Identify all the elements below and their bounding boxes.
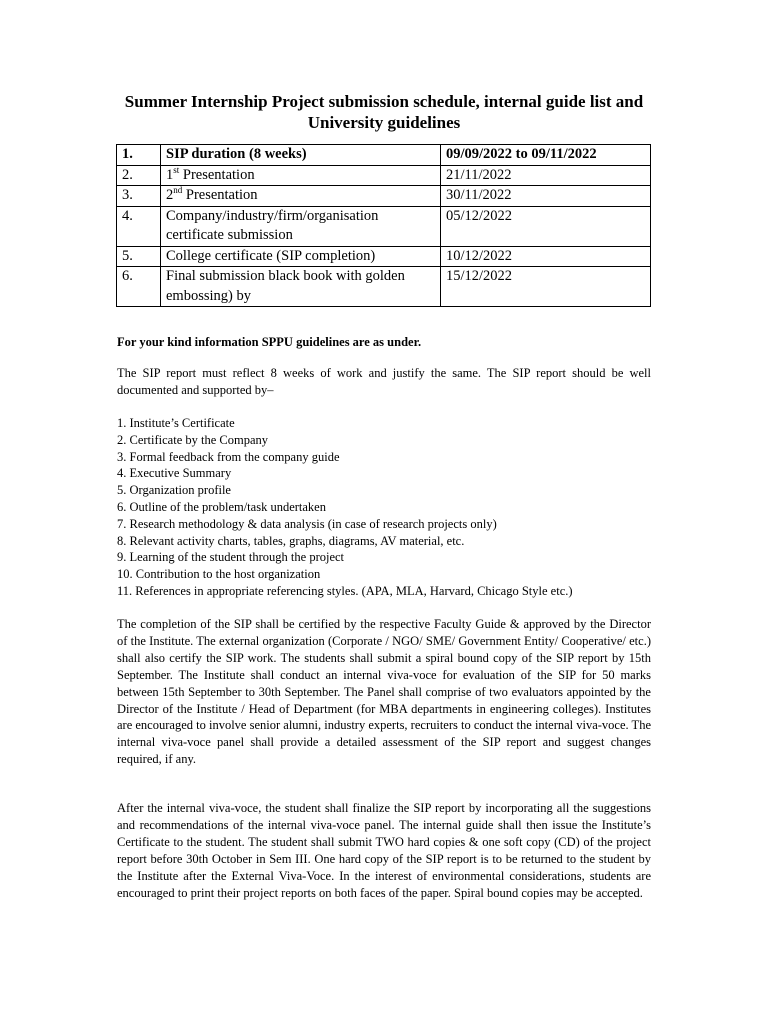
- info-heading: For your kind information SPPU guidelines are as under.: [117, 335, 422, 349]
- row-item-suffix: Presentation: [179, 166, 255, 183]
- row-date: 10/12/2022: [441, 246, 651, 267]
- row-item-suffix: Presentation: [182, 187, 258, 203]
- row-item-sup: st: [173, 164, 180, 175]
- intro-paragraph: The SIP report must reflect 8 weeks of work and justify the same. The SIP report should be well documented and supported by–: [117, 366, 651, 397]
- list-item: 1. Institute’s Certificate: [117, 416, 235, 430]
- table-row: [117, 186, 651, 207]
- document-title: Summer Internship Project submission schedule, internal guide list and University guidelines: [124, 92, 644, 132]
- row-item-sup: nd: [173, 185, 183, 196]
- certification-paragraph: The completion of the SIP shall be certified by the respective Faculty Guide & approved by the Director of the Institute. The external organization (Corporate / NGO/ SME/ Government Entity/ Cooperative/ etc.) shall also certify the SIP work. The students shall submit a spiral bound copy of the SIP report by 15th September. The Institute shall conduct an internal viva-voce for evaluation of the SIP for 50 marks between 15th September to 30th September. The Panel shall comprise of two evaluators appointed by the Director of the Institute / Head of Department (for MBA departments in engineering colleges). Institutes are encouraged to involve senior alumni, industry experts, recruiters to conduct the internal viva-voce. The internal viva-voce panel shall provide a detailed assessment of the SIP report and suggest changes required, if any.: [117, 617, 651, 767]
- row-date: 15/12/2022: [441, 267, 651, 307]
- row-number: 2.: [117, 165, 161, 186]
- row-number: 4.: [117, 206, 161, 246]
- table-row: [117, 165, 651, 186]
- row-item: Final submission black book with golden embossing) by: [161, 267, 441, 307]
- row-item: College certificate (SIP completion): [161, 246, 441, 267]
- schedule-table: [116, 144, 651, 307]
- row-number: 6.: [117, 267, 161, 307]
- list-item: 2. Certificate by the Company: [117, 432, 269, 447]
- row-item: SIP duration (8 weeks): [161, 145, 441, 166]
- table-row: [117, 267, 651, 307]
- table-row: [117, 145, 651, 166]
- table-row: [117, 246, 651, 267]
- row-item-prefix: 2: [166, 187, 174, 203]
- row-date: 09/09/2022 to 09/11/2022: [441, 145, 651, 166]
- list-item: 8. Relevant activity charts, tables, graphs, diagrams, AV material, etc.: [117, 533, 465, 548]
- row-number: 3.: [117, 186, 161, 207]
- list-item: 7. Research methodology & data analysis (in case of research projects only): [117, 516, 497, 531]
- list-item: 11. References in appropriate referencing styles. (APA, MLA, Harvard, Chicago Style etc.): [117, 583, 573, 598]
- row-date: 21/11/2022: [441, 165, 651, 186]
- row-item: [161, 186, 441, 207]
- list-item: 10. Contribution to the host organization: [117, 567, 321, 582]
- row-date: 30/11/2022: [441, 186, 651, 207]
- row-number: 5.: [117, 246, 161, 267]
- finalization-paragraph: After the internal viva-voce, the student shall finalize the SIP report by incorporating all the suggestions and recommendations of the internal viva-voce panel. The internal guide shall then issue the Institute’s Certificate to the student. The student shall submit TWO hard copies & one soft copy (CD) of the project report before 30th October in Sem III. One hard copy of the SIP report is to be returned to the student by the Institute after the External Viva-Voce. In the interest of environmental considerations, students are encouraged to print their project reports on both faces of the paper. Spiral bound copies may be accepted.: [117, 801, 651, 900]
- row-item: Company/industry/firm/organisation certificate submission: [161, 206, 441, 246]
- row-item: [161, 165, 441, 186]
- requirements-list: [117, 415, 651, 600]
- row-number: 1.: [117, 145, 161, 166]
- list-item: 3. Formal feedback from the company guide: [117, 449, 340, 464]
- list-item: 4. Executive Summary: [117, 466, 232, 481]
- row-item-prefix: 1: [166, 166, 174, 183]
- list-item: 9. Learning of the student through the project: [117, 550, 345, 565]
- list-item: 6. Outline of the problem/task undertaken: [117, 499, 326, 514]
- table-row: [117, 206, 651, 246]
- row-date: 05/12/2022: [441, 206, 651, 246]
- list-item: 5. Organization profile: [117, 483, 231, 498]
